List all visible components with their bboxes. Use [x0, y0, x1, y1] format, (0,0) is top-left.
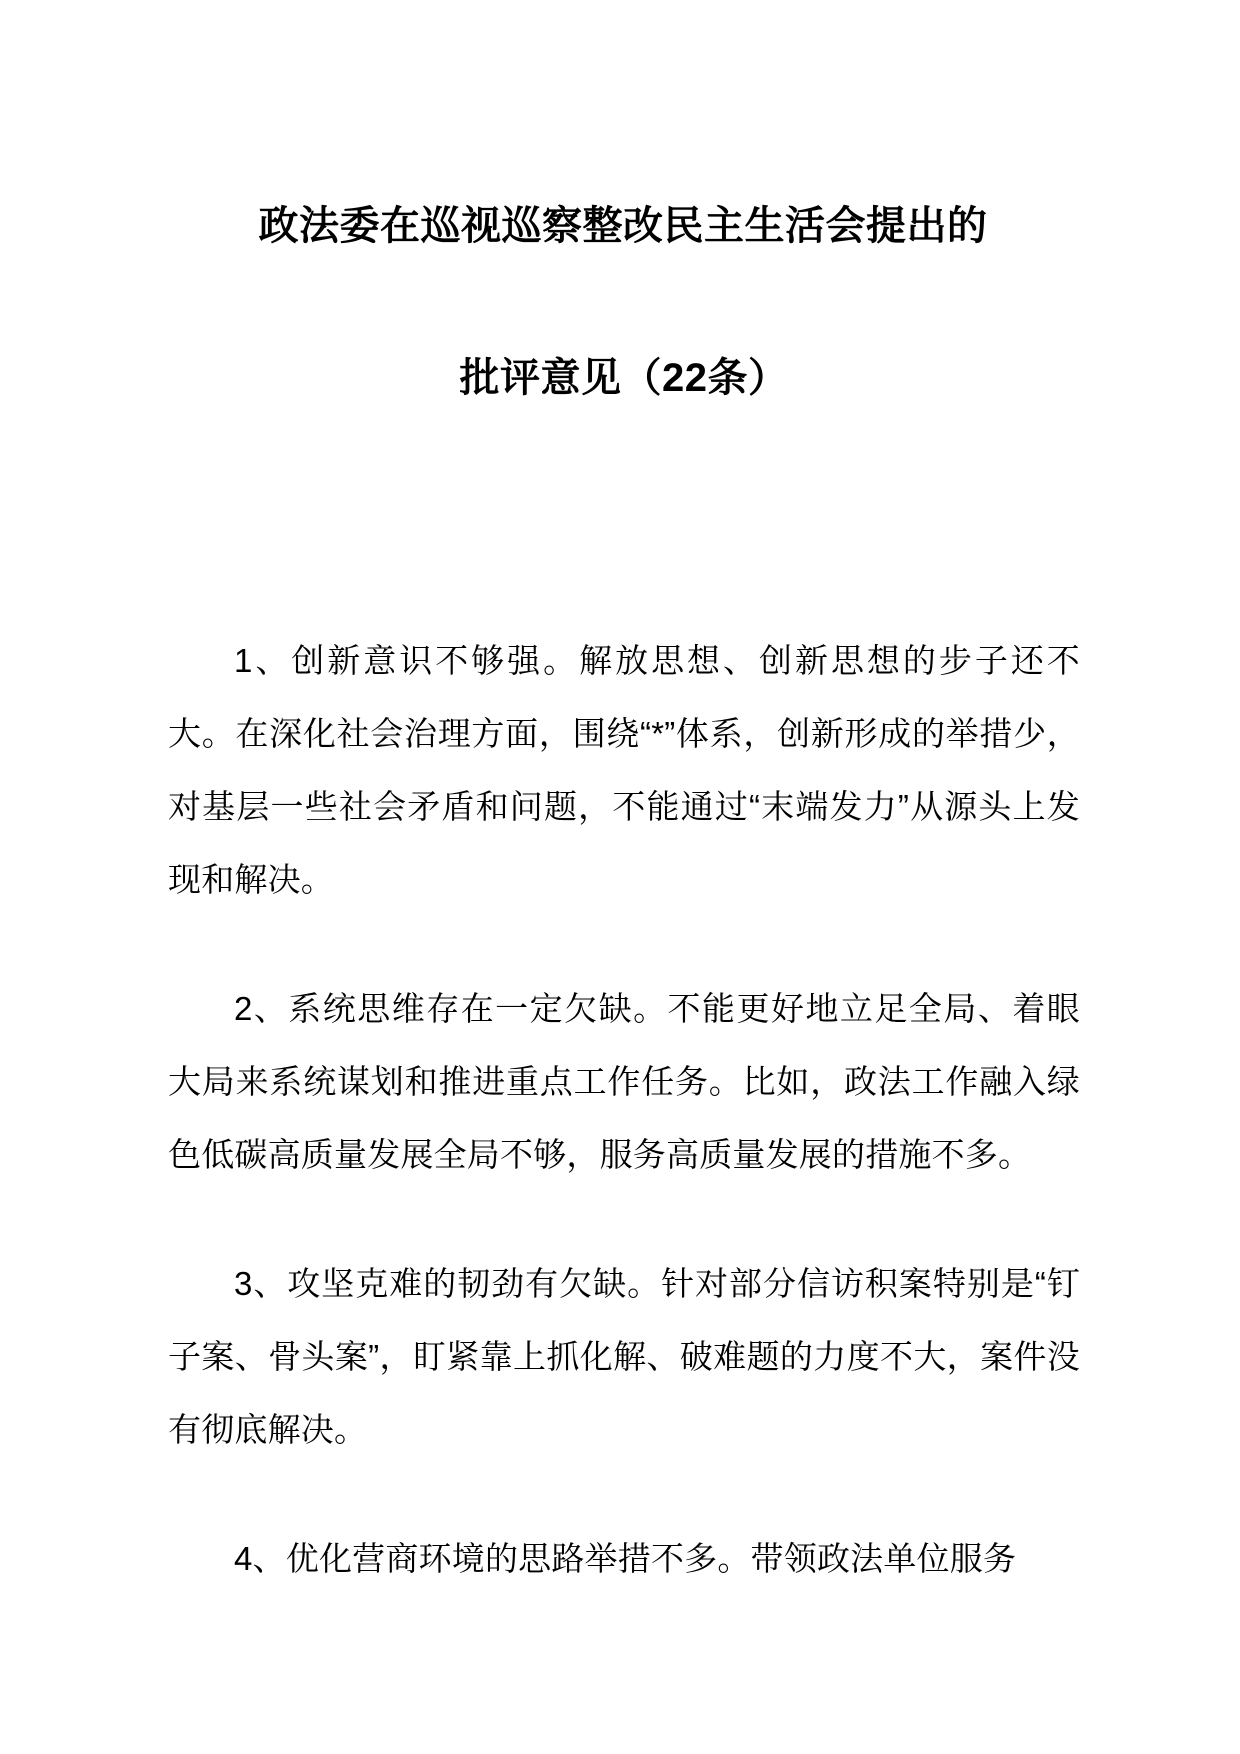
page-title — [168, 150, 1080, 454]
criticism-item-3 — [168, 1247, 1080, 1466]
criticism-item-4-text: 4、优化营商环境的思路举措不多。带领政法单位服务 — [234, 1540, 1017, 1577]
criticism-item-2 — [168, 972, 1080, 1191]
criticism-item-2-text: 2、系统思维存在一定欠缺。不能更好地立足全局、着眼大局来系统谋划和推进重点工作任务。比如，政法工作融入绿色低碳高质量发展全局不够，服务高质量发展的措施不多。 — [168, 990, 1080, 1173]
criticism-item-1 — [168, 624, 1080, 916]
criticism-item-3-text: 3、攻坚克难的韧劲有欠缺。针对部分信访积案特别是“钉子案、骨头案”，盯紧靠上抓化解、破难题的力度不大，案件没有彻底解决。 — [168, 1265, 1080, 1448]
criticism-item-1-text: 1、创新意识不够强。解放思想、创新思想的步子还不大。在深化社会治理方面，围绕“*”体系，创新形成的举措少，对基层一些社会矛盾和问题，不能通过“末端发力”从源头上发现和解决。 — [168, 642, 1080, 898]
title-spacer — [168, 454, 1080, 624]
page-title-line-2: 批评意见（22条） — [459, 356, 789, 400]
criticism-item-4 — [168, 1522, 1080, 1595]
page-title-line-1: 政法委在巡视巡察整改民主生活会提出的 — [258, 204, 988, 248]
